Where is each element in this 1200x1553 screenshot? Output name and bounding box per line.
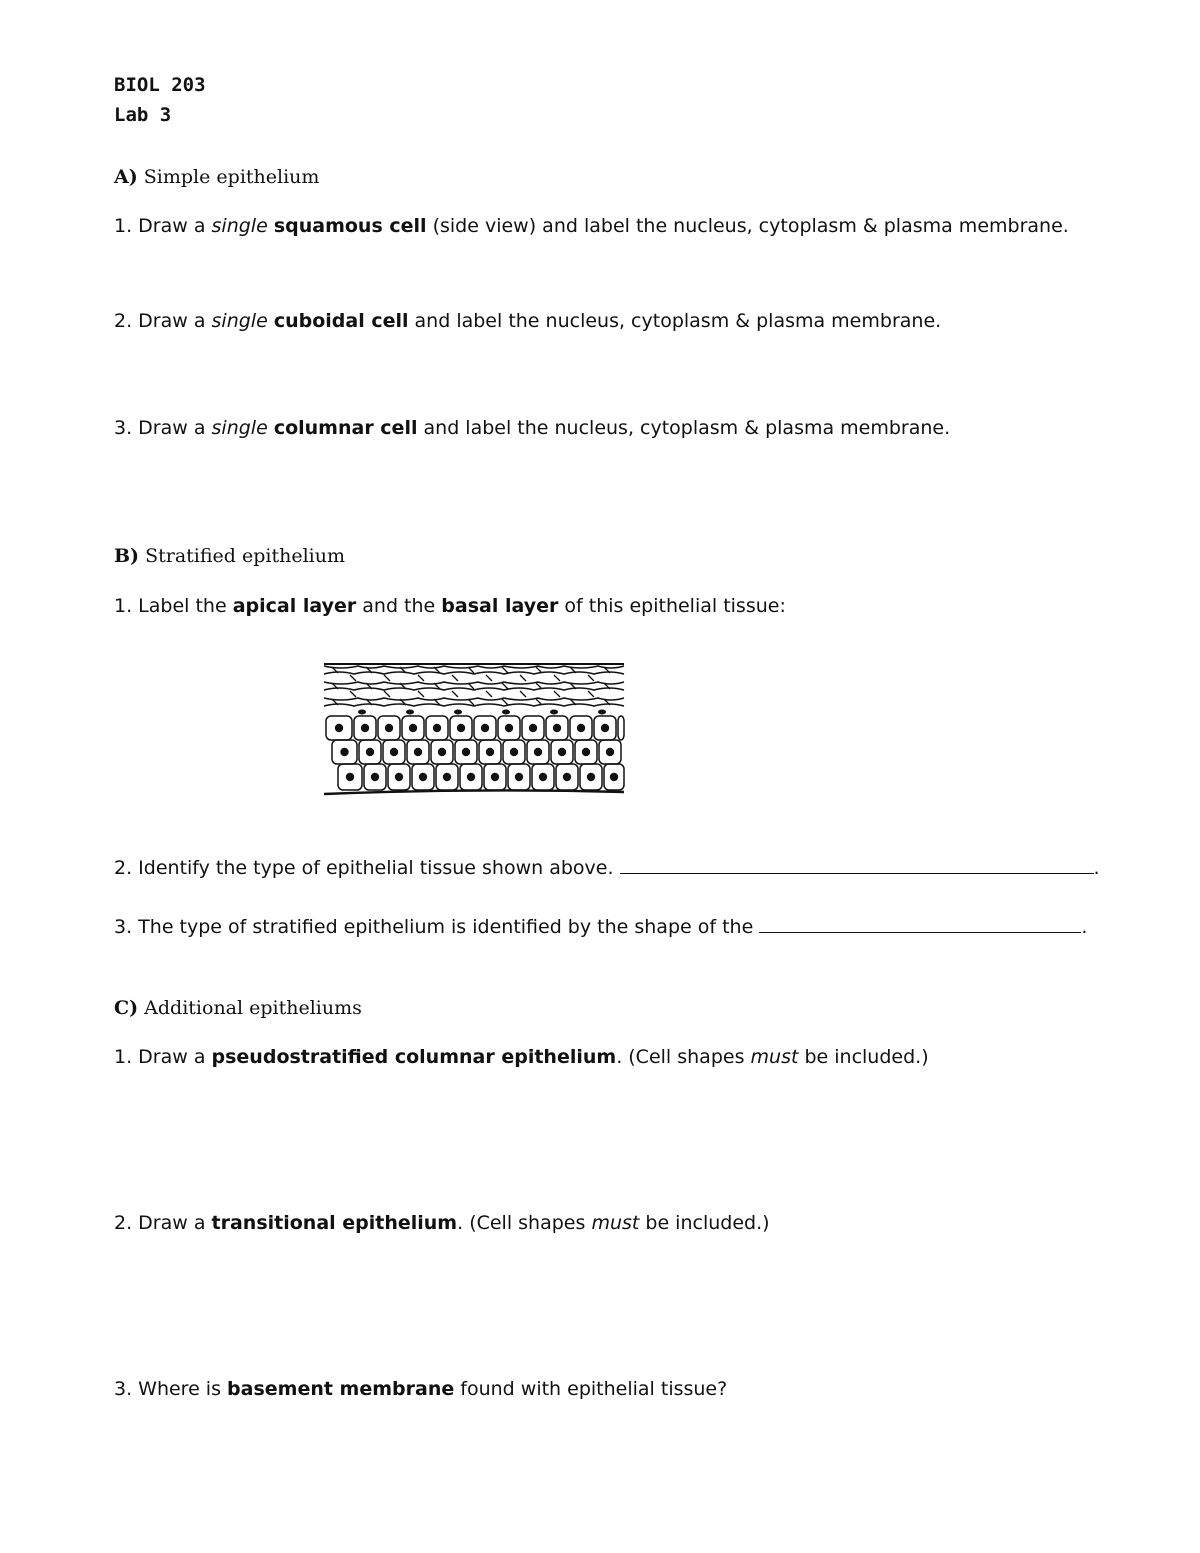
question-c3 <box>114 1378 727 1400</box>
question-b2 <box>114 857 1100 879</box>
emphasis-text: single <box>211 417 268 439</box>
question-b3 <box>114 916 1087 938</box>
question-text: . <box>1081 916 1088 938</box>
answer-blank[interactable] <box>620 872 1094 874</box>
section-c-heading <box>114 997 362 1019</box>
key-term: squamous cell <box>273 215 427 237</box>
section-a-heading <box>114 166 319 188</box>
section-letter: A) <box>114 166 138 188</box>
section-letter: B) <box>114 545 140 567</box>
emphasis-text: must <box>591 1212 640 1234</box>
key-term: pseudostratified columnar epithelium <box>211 1046 617 1068</box>
question-text: and the <box>356 595 442 617</box>
section-title: Stratified epithelium <box>145 545 346 567</box>
question-text: be included.) <box>639 1212 770 1234</box>
question-text: 1. Draw a <box>114 215 212 237</box>
key-term: cuboidal cell <box>273 310 409 332</box>
question-text: (side view) and label the nucleus, cytoplasm & plasma membrane. <box>426 215 1069 237</box>
question-text: 3. The type of stratified epithelium is identified by the shape of the <box>114 916 760 938</box>
key-term: columnar cell <box>273 417 418 439</box>
stratified-squamous-epithelium-icon <box>322 660 628 800</box>
course-code: BIOL 203 <box>114 74 206 96</box>
question-c1 <box>114 1046 929 1068</box>
question-a2 <box>114 310 941 332</box>
section-title: Additional epitheliums <box>144 997 362 1019</box>
section-b-heading <box>114 545 345 567</box>
key-term: apical layer <box>232 595 357 617</box>
question-text: . (Cell shapes <box>457 1212 592 1234</box>
question-text: 2. Draw a <box>114 1212 212 1234</box>
key-term: basement membrane <box>227 1378 455 1400</box>
emphasis-text: must <box>750 1046 799 1068</box>
question-text: 2. Identify the type of epithelial tissue shown above. <box>114 857 620 879</box>
answer-blank[interactable] <box>759 931 1081 933</box>
key-term: basal layer <box>441 595 559 617</box>
question-text: . <box>1093 857 1100 879</box>
question-b1 <box>114 595 786 617</box>
question-text: 2. Draw a <box>114 310 212 332</box>
section-title: Simple epithelium <box>143 166 320 188</box>
question-text: 3. Draw a <box>114 417 212 439</box>
emphasis-text: single <box>211 310 268 332</box>
question-text: . (Cell shapes <box>616 1046 751 1068</box>
question-a1 <box>114 215 1069 237</box>
question-text: and label the nucleus, cytoplasm & plasma membrane. <box>408 310 942 332</box>
emphasis-text: single <box>211 215 268 237</box>
question-c2 <box>114 1212 770 1234</box>
question-text: of this epithelial tissue: <box>558 595 786 617</box>
question-text: 1. Draw a <box>114 1046 212 1068</box>
question-text: and label the nucleus, cytoplasm & plasma membrane. <box>417 417 951 439</box>
question-a3 <box>114 417 950 439</box>
question-text: be included.) <box>798 1046 929 1068</box>
question-text: 3. Where is <box>114 1378 228 1400</box>
question-text: found with epithelial tissue? <box>454 1378 728 1400</box>
key-term: transitional epithelium <box>211 1212 458 1234</box>
section-letter: C) <box>114 997 139 1019</box>
question-text: 1. Label the <box>114 595 233 617</box>
lab-number: Lab 3 <box>114 104 172 126</box>
